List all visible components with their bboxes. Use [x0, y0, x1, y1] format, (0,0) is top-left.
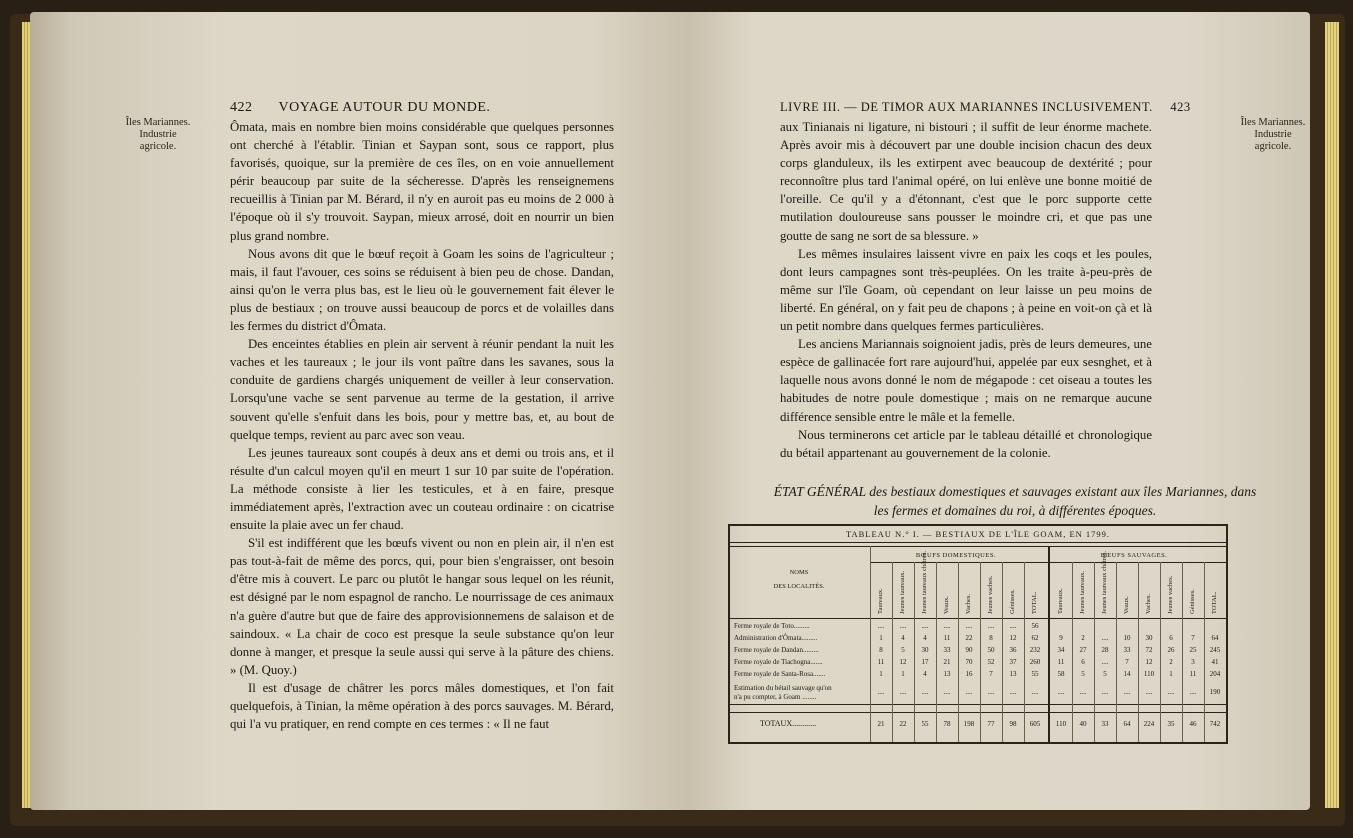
column-header-wild: Veaux.: [1123, 596, 1130, 614]
paragraph: aux Tinianais ni ligature, ni bistouri ; il suffit de leur énorme machete. Après avoir mis à découvert par une double incision chacun des deux corps glanduleux, ils les extirpent avec beaucoup de dextérité ; pour reconnoître plus tard l'animal opéré, on lui enlève une bonne moitié de l'oreille. Ce qu'il y a d'étonnant, c'est que le porc supporte cette mutilation douloureuse sans pousser le moindre cri, et que pas une goutte de sang ne sort de sa blessure. »: [780, 120, 1152, 243]
table-cell: ....: [1031, 688, 1039, 696]
table-cell: 7: [989, 670, 993, 678]
table-cell: ....: [943, 688, 951, 696]
totals-label: TOTAUX............: [760, 719, 817, 728]
table-cell: 27: [1079, 646, 1087, 654]
table-cell: 22: [965, 634, 973, 642]
table-cell: 245: [1209, 646, 1221, 654]
column-header-domestic: Jeunes vaches.: [987, 575, 994, 614]
table-cell: ....: [943, 622, 951, 630]
table-cell: 52: [987, 658, 995, 666]
table-rule: [730, 712, 1226, 713]
table-cell: 36: [1009, 646, 1017, 654]
table-cell: 62: [1031, 634, 1039, 642]
table-cell: 11: [1189, 670, 1197, 678]
noms-label: DES LOCALITÉS.: [773, 583, 825, 590]
margin-note-line: agricole.: [1254, 141, 1292, 152]
table-cell: ....: [987, 688, 995, 696]
table-cell: ....: [921, 622, 929, 630]
table-rule: [730, 546, 1226, 547]
column-header-domestic: Veaux.: [943, 596, 950, 614]
table-cell: ....: [899, 622, 907, 630]
total-cell: 77: [987, 720, 995, 728]
row-label: Ferme royale de Santa-Rosa.......: [734, 670, 826, 678]
table-cell: 1: [879, 670, 883, 678]
total-cell: 78: [943, 720, 951, 728]
row-label: Ferme royale de Tiachogna.......: [734, 658, 823, 666]
total-cell: 55: [921, 720, 929, 728]
table-cell: ....: [1057, 688, 1065, 696]
left-page-number: 422: [230, 100, 253, 115]
table-cell: 26: [1167, 646, 1175, 654]
table-cell: 30: [921, 646, 929, 654]
total-cell: 98: [1009, 720, 1017, 728]
column-header-wild: Génisses.: [1189, 589, 1196, 614]
table-cell: 25: [1189, 646, 1197, 654]
section-title: [730, 482, 1300, 520]
left-margin-note: [118, 117, 198, 153]
row-label: Ferme royale de Toto.........: [734, 622, 810, 630]
margin-note-line: agricole.: [139, 141, 177, 152]
paragraph: Nous terminerons cet article par le tableau détaillé et chronologique du bétail appartenant au gouvernement de la colonie.: [780, 427, 1152, 460]
row-label: Estimation du bétail sauvage qu'on: [734, 684, 832, 692]
table-cell: ....: [965, 688, 973, 696]
total-cell: 40: [1079, 720, 1087, 728]
table-cell: 12: [1009, 634, 1017, 642]
total-cell: 605: [1029, 720, 1041, 728]
margin-note-line: Îles Mariannes.: [125, 117, 191, 128]
table-rule: [730, 618, 1226, 619]
page-edges-right: [1325, 22, 1339, 808]
table-cell: 34: [1057, 646, 1065, 654]
table-cell: 41: [1211, 658, 1219, 666]
table-cell: 17: [921, 658, 929, 666]
paragraph: Les jeunes taureaux sont coupés à deux ans et demi ou trois ans, et il résulte d'un calcul moyen qu'il en meurt 1 sur 10 par suite de l'opération. La méthode consiste à lier les testicules, et à en faire, presque immédiatement après, l'extraction avec un couteau ordinaire : on cicatrise ensuite la plaie avec un fer chaud.: [230, 445, 614, 533]
table-cell: 13: [1009, 670, 1017, 678]
table-cell: 70: [965, 658, 973, 666]
paragraph: Les mêmes insulaires laissent vivre en paix les coqs et les poules, dont leurs campagnes sont très-peuplées. On les traite à-peu-près de même sur l'île Goam, où cependant on leur laisse un peu moins de liberté. En général, on y fait peu de chapons ; à peine en voit-on çà et là un petit nombre dans quelques fermes particulières.: [780, 246, 1152, 334]
table-cell: 90: [965, 646, 973, 654]
right-margin-note: [1238, 117, 1308, 153]
paragraph: Des enceintes établies en plein air servent à réunir pendant la nuit les vaches et les taureaux ; le jour ils vont paître dans les savanes, sous la conduite de gardiens chargés uniquement de veiller à leur conservation. Lorsqu'une vache se sent parvenue au terme de la gestation, il arrive souvent qu'elle s'enfuit dans les bois, pour y mettre bas, et, au bout de quelque temps, revient au parc avec son veau.: [230, 337, 614, 442]
table-cell: 33: [1123, 646, 1131, 654]
group-domestic: BŒUFS DOMESTIQUES.: [915, 552, 997, 559]
paragraph: Les anciens Mariannais soignoient jadis, près de leurs demeures, une espèce de gallinacée fort rare aujourd'hui, appelée par eux sesnghet, et à laquelle nous avons donné le nom de mégapode : cet oiseau a toutes les habitudes de notre poule domestique ; mais on ne remarque aucune différence sensible entre le mâle et la femelle.: [780, 337, 1152, 424]
total-cell: 198: [963, 720, 975, 728]
total-cell: 33: [1101, 720, 1109, 728]
table-cell: 6: [1169, 634, 1173, 642]
paragraph: Ômata, mais en nombre bien moins considérable que quelques personnes ont cherché à l'établir. Tinian et Saypan sont, sous ce rapport, plus favorisés, quoique, sur la première de ces îles, on en voie annuellement périr beaucoup par suite de la sécheresse. D'après les renseignemens recueillis à Tinian par M. Bérard, il n'y en auroit pas eu moins de 2 000 à l'époque où il s'y trouvoit. Saypan, mieux arrosé, doit en nourrir un bien plus grand nombre.: [230, 120, 614, 243]
table-rule: [730, 542, 1226, 543]
right-page-number: 423: [1170, 100, 1191, 114]
total-cell: 742: [1209, 720, 1221, 728]
table-cell: 6: [1081, 658, 1085, 666]
table-cell: 14: [1123, 670, 1131, 678]
row-label: Ferme royale de Dandan.........: [734, 646, 819, 654]
column-header-wild: TOTAL.: [1211, 591, 1218, 614]
table-cell: 4: [901, 634, 905, 642]
row-label: n'a pu compter, à Goam ........: [734, 693, 817, 701]
left-page: [30, 12, 690, 810]
table-cell: ....: [965, 622, 973, 630]
table-cell: 7: [1125, 658, 1129, 666]
table-cell: 56: [1031, 622, 1039, 630]
table-caption: TABLEAU N.° I. — BESTIAUX DE L'ÎLE GOAM, EN 1799.: [845, 529, 1111, 539]
table-cell: 11: [943, 634, 951, 642]
table-cell: 2: [1169, 658, 1173, 666]
table-cell: 5: [901, 646, 905, 654]
right-running-head: LIVRE III. — DE TIMOR AUX MARIANNES INCLUSIVEMENT.: [780, 100, 1153, 114]
column-header-wild: Jeunes vaches.: [1167, 575, 1174, 614]
table-cell: ....: [1101, 688, 1109, 696]
total-cell: 22: [899, 720, 907, 728]
table-cell: ....: [1079, 688, 1087, 696]
table-cell: 12: [899, 658, 907, 666]
table-cell: 1: [879, 634, 883, 642]
noms-label: NOMS: [789, 569, 809, 576]
table-cell: 3: [1191, 658, 1195, 666]
table-cell: 50: [987, 646, 995, 654]
table-rule: [730, 704, 1226, 705]
table-cell: ....: [1009, 688, 1017, 696]
table-cell: ....: [877, 688, 885, 696]
column-header-domestic: Jeunes taureaux.: [899, 571, 906, 614]
table-cell: 72: [1145, 646, 1153, 654]
table-divider: [870, 546, 871, 742]
total-cell: 224: [1143, 720, 1155, 728]
paragraph: Nous avons dit que le bœuf reçoit à Goam les soins de l'agriculteur ; mais, il faut l'avouer, ces soins se réduisent à bien peu de chose. Dandan, ainsi qu'on le verra plus bas, est le lieu où le gouvernement fait élever le plus de bestiaux ; on trouve aussi beaucoup de porcs et de volailles dans les fermes du district d'Ômata.: [230, 246, 614, 334]
total-cell: 64: [1123, 720, 1131, 728]
column-header-domestic: Vaches.: [965, 593, 972, 614]
table-cell: 5: [1103, 670, 1107, 678]
table-cell: ....: [1009, 622, 1017, 630]
column-header-domestic: Jeunes taureaux châtrés.: [921, 551, 928, 614]
table-cell: 37: [1009, 658, 1017, 666]
paragraph: S'il est indifférent que les bœufs vivent ou non en plein air, il n'en est pas tout-à-fait de même des porcs, qui, pour bien s'engraisser, ont besoin d'être mis à couvert. Le parc ou plutôt le hangar sous lequel on les réunit, est désigné par le nom espagnol de rancho. Le nourrissage de ces animaux n'a guère d'autre but que de faire des approvisionnemens de salaison et de saindoux. « La chair de coco est presque la seule substance qu'on leur donne à manger, et presque la seule aussi qui serve à la pâture des chiens. » (M. Quoy.): [230, 536, 614, 677]
table-cell: 55: [1031, 670, 1039, 678]
margin-note-line: Industrie: [1254, 129, 1292, 140]
table-cell: 4: [923, 670, 927, 678]
column-header-wild: Taureaux.: [1057, 588, 1064, 614]
table-cell: 33: [943, 646, 951, 654]
table-cell: ....: [1123, 688, 1131, 696]
total-cell: 46: [1189, 720, 1197, 728]
column-header-wild: Jeunes taureaux châtrés.: [1101, 551, 1108, 614]
table-cell: 11: [877, 658, 885, 666]
table-cell: 12: [1145, 658, 1153, 666]
table-cell: ....: [987, 622, 995, 630]
total-cell: 110: [1055, 720, 1067, 728]
table-cell: 16: [965, 670, 973, 678]
section-title-line: les fermes et domaines du roi, à différentes époques.: [873, 503, 1157, 518]
table-cell: 30: [1145, 634, 1153, 642]
table-cell: 64: [1211, 634, 1219, 642]
table-cell: 110: [1143, 670, 1155, 678]
margin-note-line: Îles Mariannes.: [1240, 117, 1306, 128]
table-cell: 28: [1101, 646, 1109, 654]
margin-note-line: Industrie: [139, 129, 177, 140]
table-cell: ....: [1101, 634, 1109, 642]
paragraph: Il est d'usage de châtrer les porcs mâles domestiques, et l'on fait quelquefois, à Tinian, la même opération à des porcs sauvages. M. Bérard, qui l'a vu pratiquer, en rend compte en ces termes : « Il ne faut: [230, 680, 614, 732]
table-cell: 7: [1191, 634, 1195, 642]
table-cell: 204: [1209, 670, 1221, 678]
table-cell: 8: [879, 646, 883, 654]
table-cell: 1: [1169, 670, 1173, 678]
group-wild: BŒUFS SAUVAGES.: [1100, 552, 1168, 559]
column-header-domestic: TOTAL.: [1031, 591, 1038, 614]
table-cell: ....: [877, 622, 885, 630]
total-cell: 35: [1167, 720, 1175, 728]
table-cell: 5: [1081, 670, 1085, 678]
column-header-wild: Vaches.: [1145, 593, 1152, 614]
table-cell: ....: [1167, 688, 1175, 696]
table-cell: 232: [1029, 646, 1041, 654]
table-cell: 21: [943, 658, 951, 666]
column-header-domestic: Taureaux.: [877, 588, 884, 614]
total-cell: 21: [877, 720, 885, 728]
table-cell: 1: [901, 670, 905, 678]
table-cell: 190: [1209, 688, 1221, 696]
table-cell: 13: [943, 670, 951, 678]
table-cell: 9: [1059, 634, 1063, 642]
table-cell: ....: [1145, 688, 1153, 696]
table-cell: 11: [1057, 658, 1065, 666]
table-cell: ....: [1101, 658, 1109, 666]
table-cell: 4: [923, 634, 927, 642]
right-body-text: [780, 118, 1152, 462]
table-cell: 260: [1029, 658, 1041, 666]
table-cell: ....: [899, 688, 907, 696]
table-cell: 2: [1081, 634, 1085, 642]
livestock-table: [728, 524, 1228, 744]
table-cell: 10: [1123, 634, 1131, 642]
left-running-head: VOYAGE AUTOUR DU MONDE.: [278, 100, 491, 115]
table-cell: 58: [1057, 670, 1065, 678]
table-cell: ....: [1189, 688, 1197, 696]
left-body-text: [230, 118, 614, 733]
table-divider: [1048, 546, 1050, 742]
section-title-line: ÉTAT GÉNÉRAL des bestiaux domestiques et sauvages existant aux îles Mariannes, dans: [773, 484, 1257, 499]
table-cell: 8: [989, 634, 993, 642]
table-cell: ....: [921, 688, 929, 696]
column-header-wild: Jeunes taureaux.: [1079, 571, 1086, 614]
column-header-domestic: Génisses.: [1009, 589, 1016, 614]
row-label: Administration d'Ômata.........: [734, 634, 818, 642]
